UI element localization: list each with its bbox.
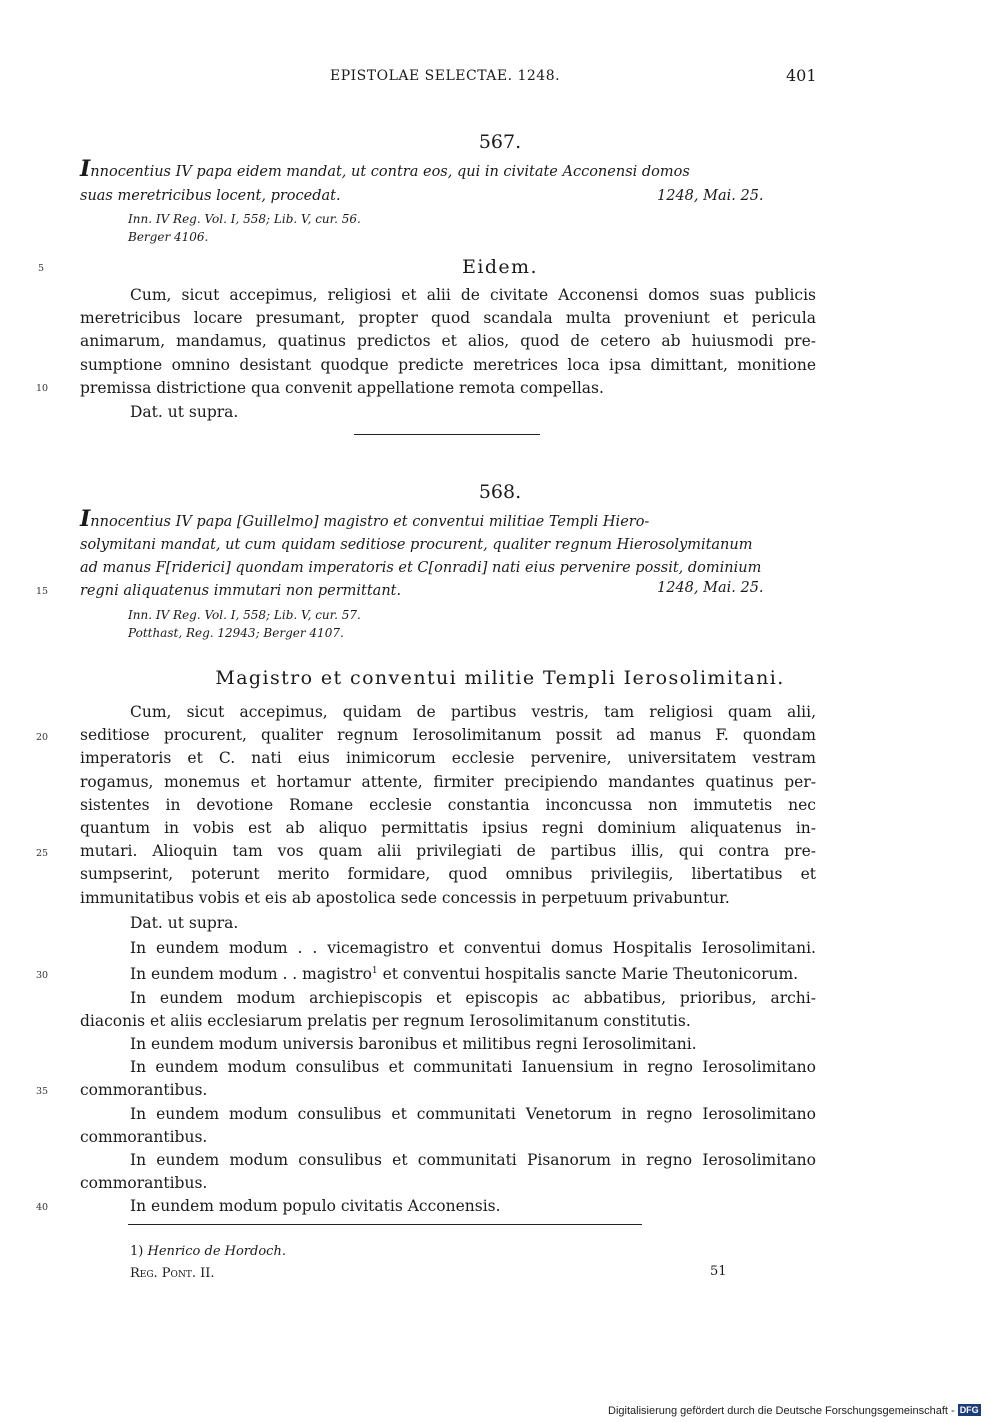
doc-568-line-5: sistentes in devotione Romane ecclesie constantia inconcussa non immutetis nec <box>80 795 816 814</box>
recipient-6-line-1: In eundem modum consulibus et communitati Venetorum in regno Ierosolimitano <box>130 1104 816 1123</box>
footnote-reference: 1 <box>371 966 378 977</box>
doc-568-summary-line-3: ad manus F[riderici] quondam imperatoris et C[onradi] nati eius pervenire possit, dominium <box>80 560 762 576</box>
recipient-6-line-2: commorantibus. <box>80 1127 208 1146</box>
recipient-7-line-2: commorantibus. <box>80 1174 208 1193</box>
doc-568-body <box>80 701 816 910</box>
line-number-15: 15 <box>36 586 49 597</box>
doc-567-dat: Dat. ut supra. <box>130 403 239 421</box>
doc-568-line-8: sumpserint, poterunt merito formidare, quod omnibus privilegiis, libertatibus et <box>80 865 816 884</box>
recipient-8: In eundem modum populo civitatis Acconensis. <box>130 1197 501 1216</box>
line-number-25: 25 <box>36 848 49 859</box>
doc-568-address: Magistro et conventui militie Templi Ierosolimitani. <box>215 667 785 689</box>
recipients-list <box>80 937 816 1219</box>
doc-567-ref-2: Berger 4106. <box>128 230 209 244</box>
doc-568-line-4: rogamus, monemus et hortamur attente, firmiter precipiendo mandantes quatinus per- <box>80 772 816 791</box>
doc-567-ref-1: Inn. IV Reg. Vol. I, 558; Lib. V, cur. 56. <box>128 212 361 226</box>
doc-567-summary <box>80 158 816 184</box>
doc-568-line-6: quantum in vobis est ab aliquo permittatis ipsius regni dominium aliquatenus in- <box>80 819 816 838</box>
line-number-5: 5 <box>38 263 45 274</box>
footnote <box>130 1244 286 1259</box>
doc-567-line-3: animarum, mandamus, quatinus predictos et alios, quod de cetero ab huiusmodi pre- <box>80 332 816 351</box>
doc-567-date: 1248, Mai. 25. <box>657 188 764 204</box>
doc-568-dat: Dat. ut supra. <box>130 914 239 932</box>
line-number-20: 20 <box>36 732 49 743</box>
doc-568-ref-1: Inn. IV Reg. Vol. I, 558; Lib. V, cur. 57. <box>128 608 361 622</box>
line-number-30: 30 <box>36 970 49 981</box>
doc-567-line-2: meretricibus locare presumant, propter quod scandala multa proveniunt et pericula <box>80 309 816 328</box>
doc-567-summary-line-1: Innocentius IV papa eidem mandat, ut contra eos, qui in civitate Acconensi domos <box>80 156 690 182</box>
page-number: 401 <box>786 66 817 85</box>
signature-right: 51 <box>710 1264 727 1279</box>
dfg-logo: DFG <box>959 1405 979 1415</box>
doc-568-number: 568. <box>478 481 522 503</box>
doc-567-body <box>80 284 816 400</box>
doc-568-initial: I <box>80 506 91 532</box>
doc-568-summary-line-4: regni aliquatenus immutari non permittant. <box>80 583 402 599</box>
recipient-4: In eundem modum universis baronibus et militibus regni Ierosolimitani. <box>130 1034 697 1053</box>
doc-568-line-3: imperatoris et C. nati eius inimicorum ecclesie pervenire, universitatem vestram <box>80 749 816 768</box>
doc-567-address: Eidem. <box>462 256 538 278</box>
doc-568-summary-line-2: solymitani mandat, ut cum quidam seditiose procurent, qualiter regnum Hierosolymitanum <box>80 537 753 553</box>
recipient-3-line-1: In eundem modum archiepiscopis et episcopis ac abbatibus, prioribus, archi- <box>130 988 816 1007</box>
doc-568-ref-2: Potthast, Reg. 12943; Berger 4107. <box>128 626 344 640</box>
doc-567-line-4: sumptione omnino desistant quodque predicte meretrices loca ipsa dimittant, monitione <box>80 355 816 374</box>
doc-568-line-1: Cum, sicut accepimus, quidam de partibus vestris, tam religiosi quam alii, <box>130 703 816 721</box>
doc-568-line-2: seditiose procurent, qualiter regnum Ierosolimitanum possit ad manus F. quondam <box>80 726 816 745</box>
doc-567-line-5: premissa districtione qua convenit appellatione remota compellas. <box>80 378 604 397</box>
recipient-1: In eundem modum . . vicemagistro et conventui domus Hospitalis Ierosolimitani. <box>130 939 816 957</box>
doc-567-number: 567. <box>478 131 522 153</box>
signature-left: Reg. Pont. II. <box>130 1266 215 1281</box>
recipient-5-line-2: commorantibus. <box>80 1081 208 1100</box>
line-number-40: 40 <box>36 1202 49 1213</box>
doc-567-summary-line-2: suas meretricibus locent, procedat. <box>80 188 341 204</box>
doc-568-line-7: mutari. Alioquin tam vos quam alii privilegiati de partibus illis, qui contra pre- <box>80 842 816 861</box>
doc-568-summary-line-1: Innocentius IV papa [Guillelmo] magistro et conventui militiae Templi Hiero- <box>80 506 650 532</box>
funding-text: Digitalisierung gefördert durch die Deutsche Forschungsgemeinschaft - <box>608 1405 955 1417</box>
section-divider <box>354 434 540 435</box>
recipient-5-line-1: In eundem modum consulibus et communitati Ianuensium in regno Ierosolimitano <box>130 1058 816 1077</box>
running-header-title: EPISTOLAE SELECTAE. 1248. <box>330 68 561 84</box>
footnote-mark: 1) <box>130 1244 144 1259</box>
funding-notice <box>608 1404 981 1417</box>
footnote-text: Henrico de Hordoch. <box>147 1244 286 1259</box>
footnote-rule <box>128 1224 642 1225</box>
recipient-2: In eundem modum . . magistro$^1$ et conventui hospitalis sancte Marie Theutonicorum. <box>130 965 799 984</box>
doc-568-date: 1248, Mai. 25. <box>657 580 764 596</box>
doc-567-line-1: Cum, sicut accepimus, religiosi et alii de civitate Acconensi domos suas publicis <box>130 286 816 304</box>
doc-568-line-9: immunitatibus vobis et eis ab apostolica sede concessis in perpetuum privabuntur. <box>80 888 730 907</box>
recipient-3-line-2: diaconis et aliis ecclesiarum prelatis per regnum Ierosolimitanum constitutis. <box>80 1011 691 1030</box>
doc-567-initial: I <box>80 156 91 182</box>
line-number-35: 35 <box>36 1086 49 1097</box>
line-number-10: 10 <box>36 383 49 394</box>
recipient-7-line-1: In eundem modum consulibus et communitati Pisanorum in regno Ierosolimitano <box>130 1150 816 1169</box>
